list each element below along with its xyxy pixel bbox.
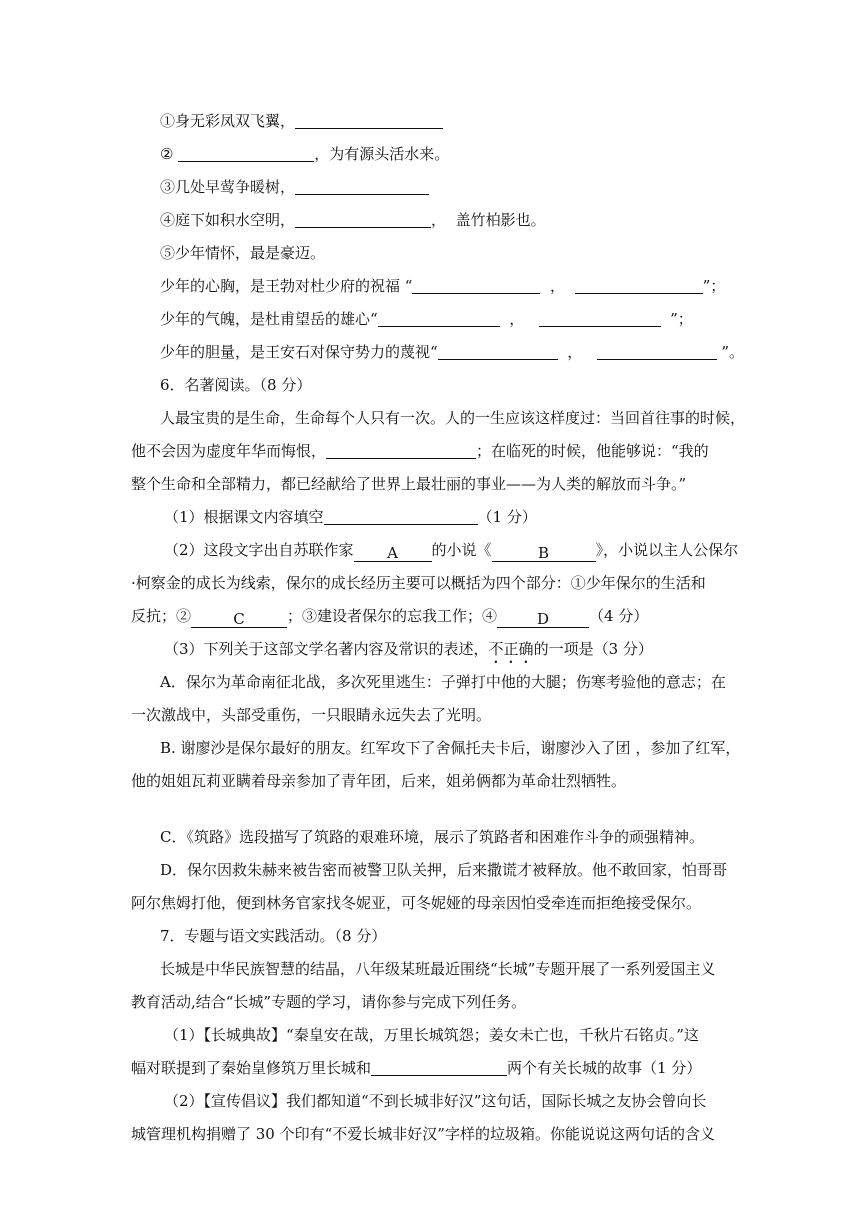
poem-line-4 (160, 209, 546, 231)
poem-line-1 (160, 110, 443, 132)
q6-sub3-text: （3）下列关于这部文学名著内容及常识的表述， (164, 640, 489, 658)
q7-task1-line (131, 1057, 701, 1079)
close-quote: ”； (670, 310, 693, 328)
answer-blank[interactable] (295, 112, 443, 129)
q6-heading: 6．名著阅读。（8 分） (160, 376, 312, 394)
answer-blank-c[interactable]: C (191, 611, 287, 628)
close-quote: ”； (702, 277, 726, 295)
answer-blank[interactable] (378, 310, 500, 327)
comma: ， (550, 277, 566, 295)
poem-line-7 (160, 308, 693, 330)
emphasis-text: 不正确 (488, 640, 534, 658)
answer-blank[interactable] (295, 211, 431, 228)
q6-sub2-score: （4 分） (589, 607, 649, 625)
poem-line-5 (160, 242, 325, 264)
q7-task1-text: 幅对联提到了秦始皇修筑万里长城和 (131, 1059, 372, 1077)
poem-line-8 (160, 341, 744, 363)
q6-sub2-text: （2）这段文字出自苏联作家 (164, 541, 354, 559)
q6-sub1-score: （1 分） (477, 508, 537, 526)
poem-line-2 (160, 143, 449, 165)
answer-blank[interactable] (597, 343, 717, 360)
q7-paragraph-line: 教育活动,结合“长城”专题的学习，请你参与完成下列任务。 (131, 993, 527, 1011)
answer-blank[interactable] (412, 277, 540, 294)
q6-sub2-text: ；③建设者保尔的忘我工作；④ (287, 607, 498, 625)
poem-line-4-end: 盖竹柏影也。 (455, 211, 546, 229)
close-quote: ”。 (721, 343, 744, 361)
q7-paragraph-line: 长城是中华民族智慧的结晶，八年级某班最近围绕“长城”专题开展了一系列爱国主义 (160, 960, 716, 978)
answer-blank-d[interactable]: D (497, 611, 589, 628)
option-d-line: D．保尔因救朱赫来被告密而被警卫队关押，后来撒谎才被释放。他不敢回家，怕哥哥 (160, 861, 728, 879)
q7-task1-text: 两个有关长城的故事（1 分） (507, 1059, 702, 1077)
q6-paragraph-text: ；在临死的时候，他能够说：“我的 (476, 442, 709, 460)
poem-line-2-number: ② (160, 145, 174, 163)
answer-blank[interactable] (326, 442, 476, 459)
answer-blank[interactable] (371, 1059, 507, 1076)
answer-blank[interactable] (178, 145, 314, 162)
q6-sub2-line (131, 605, 648, 628)
poem-line-5-text: ⑤少年情怀，最是豪迈。 (160, 244, 326, 262)
q7-heading: 7．专题与语文实践活动。（8 分） (160, 927, 387, 945)
q6-sub3-text: 的一项是（3 分） (533, 640, 653, 658)
option-a-line: 一次激战中，头部受重伤，一只眼睛永远失去了光明。 (131, 706, 492, 724)
answer-blank[interactable] (295, 178, 429, 195)
poem-line-2-text: ，为有源头活水来。 (314, 145, 450, 163)
option-c-line: C．《筑路》选段描写了筑路的艰难环境，展示了筑路者和困难作斗争的顽强精神。 (160, 828, 704, 846)
q6-sub2-text: 》，小说以主人公保尔 (595, 541, 739, 559)
option-b-line: 他的姐姐瓦莉亚瞒着母亲参加了青年团，后来，姐弟俩都为革命壮烈牺牲。 (131, 772, 627, 790)
q6-paragraph-line (131, 440, 709, 462)
answer-blank-b[interactable]: B (492, 545, 596, 562)
q6-sub2-text: 反抗；② (131, 607, 192, 625)
option-b-line: B. 谢廖沙是保尔最好的朋友。红军攻下了舍佩托夫卡后，谢廖沙入了团 ，参加了红军， (160, 739, 741, 757)
poem-line-3 (160, 176, 429, 198)
q6-sub2-line (164, 539, 738, 562)
poem-line-4-text: ④庭下如积水空明， (160, 211, 296, 229)
q7-task1-line: （1）【长城典故】“秦皇安在哉，万里长城筑怨；姜女未亡也，千秋片石铭贞。”这 (164, 1026, 699, 1044)
q6-paragraph-text: 他不会因为虚度年华而悔恨， (131, 442, 327, 460)
option-d-line: 阿尔焦姆打他，便到林务官家找冬妮亚，可冬妮娅的母亲因怕受牵连而拒绝接受保尔。 (131, 894, 702, 912)
answer-blank[interactable] (539, 310, 661, 327)
q7-task2-line: 城管理机构捐赠了 30 个印有“不爱长城非好汉”字样的垃圾箱。你能说说这两句话的含义 (131, 1125, 715, 1143)
poem-line-1-text: ①身无彩凤双飞翼， (160, 112, 296, 130)
option-a-line: A．保尔为革命南征北战，多次死里逃生：子弹打中他的大腿；伤寒考验他的意志；在 (160, 673, 726, 691)
q7-task2-line: （2）【宣传倡议】我们都知道“不到长城非好汉”这句话，国际长城之友协会曾向长 (164, 1092, 707, 1110)
answer-blank[interactable] (575, 277, 703, 294)
comma: ， (509, 310, 525, 328)
poem-line-6 (160, 275, 725, 297)
answer-blank-a[interactable]: A (354, 545, 432, 562)
q6-paragraph-line: 人最宝贵的是生命，生命每个人只有一次。人的一生应该这样度过：当回首往事的时候， (160, 409, 746, 427)
comma: ， (567, 343, 583, 361)
q6-sub3 (164, 638, 653, 667)
q6-paragraph-line: 整个生命和全部精力，都已经献给了世界上最壮丽的事业——为人类的解放而斗争。” (131, 475, 687, 493)
poem-line-8-text: 少年的胆量，是王安石对保守势力的蔑视“ (160, 343, 438, 361)
q6-sub2-text: 的小说《 (431, 541, 492, 559)
answer-blank[interactable] (324, 508, 478, 525)
q6-sub1 (164, 506, 537, 528)
answer-blank[interactable] (438, 343, 558, 360)
poem-line-7-text: 少年的气魄，是杜甫望岳的雄心“ (160, 310, 378, 328)
poem-line-3-text: ③几处早莺争暖树， (160, 178, 296, 196)
q6-sub2-line: ·柯察金的成长为线索，保尔的成长经历主要可以概括为四个部分：①少年保尔的生活和 (131, 574, 706, 592)
comma: ， (431, 211, 447, 229)
q6-sub1-text: （1）根据课文内容填空 (164, 508, 324, 526)
poem-line-6-text: 少年的心胸，是王勃对杜少府的祝福 “ (160, 277, 413, 295)
